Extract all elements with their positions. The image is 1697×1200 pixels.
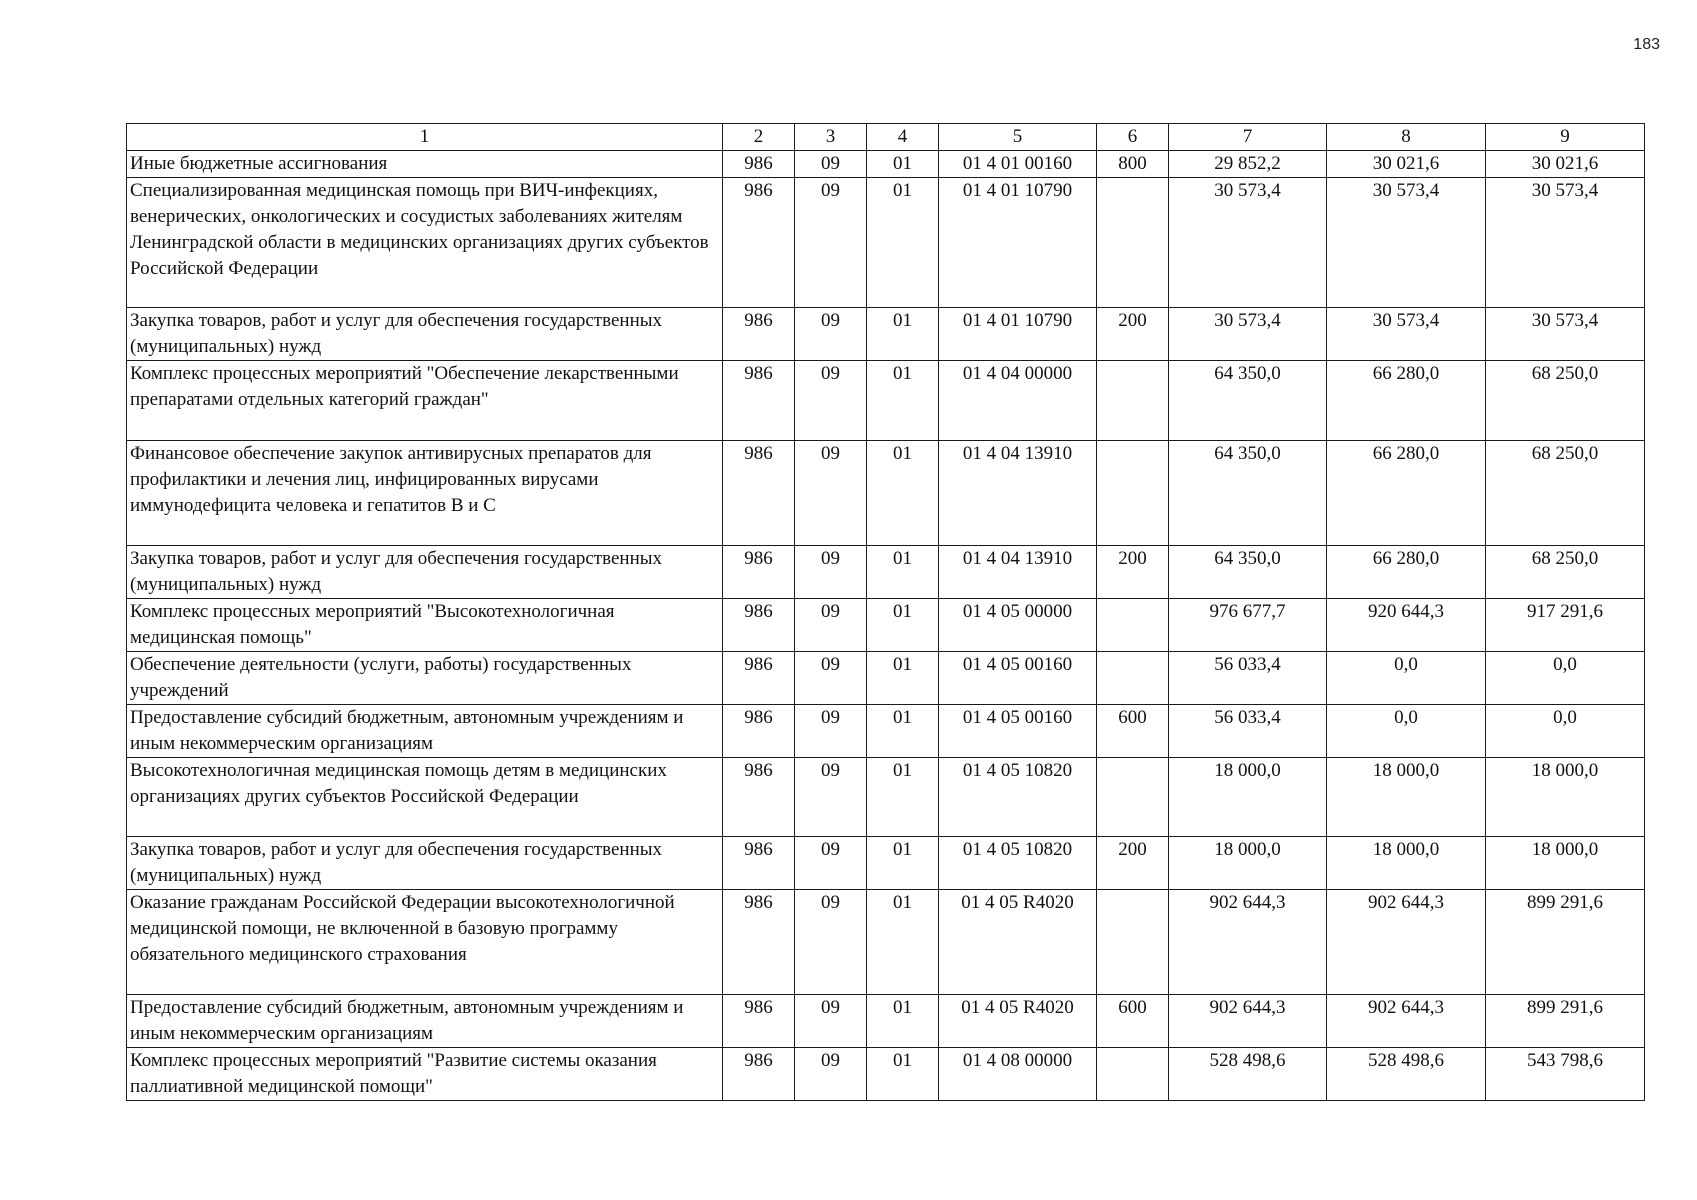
row-name: Предоставление субсидий бюджетным, автономным учреждениям и иным некоммерческим организациям — [127, 995, 723, 1048]
row-name: Комплекс процессных мероприятий "Развитие системы оказания паллиативной медицинской помощи" — [127, 1048, 723, 1101]
expense-type-code — [1097, 652, 1169, 705]
table-row — [127, 599, 1645, 652]
target-article-code: 01 4 01 00160 — [939, 151, 1097, 178]
table-row — [127, 308, 1645, 361]
expense-type-code — [1097, 890, 1169, 995]
column-header: 7 — [1169, 124, 1327, 151]
target-article-code: 01 4 05 10820 — [939, 758, 1097, 837]
target-article-code: 01 4 05 R4020 — [939, 890, 1097, 995]
amount-col7: 528 498,6 — [1169, 1048, 1327, 1101]
ministry-code: 986 — [723, 758, 795, 837]
amount-col9: 543 798,6 — [1486, 1048, 1645, 1101]
amount-col7: 64 350,0 — [1169, 361, 1327, 441]
row-name: Закупка товаров, работ и услуг для обеспечения государственных (муниципальных) нужд — [127, 546, 723, 599]
budget-table — [126, 123, 1645, 1101]
subsection-code: 01 — [867, 1048, 939, 1101]
amount-col8: 528 498,6 — [1327, 1048, 1486, 1101]
table-row — [127, 361, 1645, 441]
table-row — [127, 151, 1645, 178]
section-code: 09 — [795, 441, 867, 546]
target-article-code: 01 4 05 00160 — [939, 652, 1097, 705]
amount-col7: 64 350,0 — [1169, 441, 1327, 546]
amount-col9: 68 250,0 — [1486, 546, 1645, 599]
table-row — [127, 758, 1645, 837]
subsection-code: 01 — [867, 441, 939, 546]
section-code: 09 — [795, 546, 867, 599]
expense-type-code: 200 — [1097, 546, 1169, 599]
amount-col9: 917 291,6 — [1486, 599, 1645, 652]
subsection-code: 01 — [867, 995, 939, 1048]
target-article-code: 01 4 01 10790 — [939, 178, 1097, 308]
ministry-code: 986 — [723, 361, 795, 441]
expense-type-code — [1097, 441, 1169, 546]
subsection-code: 01 — [867, 758, 939, 837]
page-number: 183 — [1633, 36, 1660, 53]
column-header: 5 — [939, 124, 1097, 151]
ministry-code: 986 — [723, 441, 795, 546]
table-row — [127, 995, 1645, 1048]
expense-type-code: 600 — [1097, 705, 1169, 758]
row-name: Закупка товаров, работ и услуг для обеспечения государственных (муниципальных) нужд — [127, 837, 723, 890]
amount-col7: 30 573,4 — [1169, 308, 1327, 361]
column-header: 2 — [723, 124, 795, 151]
section-code: 09 — [795, 705, 867, 758]
amount-col9: 18 000,0 — [1486, 837, 1645, 890]
amount-col7: 902 644,3 — [1169, 995, 1327, 1048]
row-name: Комплекс процессных мероприятий "Высокотехнологичная медицинская помощь" — [127, 599, 723, 652]
expense-type-code: 200 — [1097, 308, 1169, 361]
subsection-code: 01 — [867, 599, 939, 652]
table-row — [127, 178, 1645, 308]
section-code: 09 — [795, 361, 867, 441]
target-article-code: 01 4 05 R4020 — [939, 995, 1097, 1048]
target-article-code: 01 4 04 13910 — [939, 546, 1097, 599]
amount-col8: 30 573,4 — [1327, 308, 1486, 361]
table-row — [127, 546, 1645, 599]
subsection-code: 01 — [867, 705, 939, 758]
amount-col9: 0,0 — [1486, 705, 1645, 758]
row-name: Иные бюджетные ассигнования — [127, 151, 723, 178]
amount-col7: 976 677,7 — [1169, 599, 1327, 652]
column-header: 1 — [127, 124, 723, 151]
subsection-code: 01 — [867, 178, 939, 308]
row-name: Оказание гражданам Российской Федерации высокотехнологичной медицинской помощи, не включенной в базовую программу обязательного медицинского страхования — [127, 890, 723, 995]
amount-col9: 68 250,0 — [1486, 441, 1645, 546]
row-name: Финансовое обеспечение закупок антивирусных препаратов для профилактики и лечения лиц, инфицированных вирусами иммунодефицита человека и гепатитов B и C — [127, 441, 723, 546]
ministry-code: 986 — [723, 546, 795, 599]
target-article-code: 01 4 04 00000 — [939, 361, 1097, 441]
expense-type-code — [1097, 1048, 1169, 1101]
amount-col7: 56 033,4 — [1169, 652, 1327, 705]
target-article-code: 01 4 04 13910 — [939, 441, 1097, 546]
section-code: 09 — [795, 151, 867, 178]
column-header: 6 — [1097, 124, 1169, 151]
amount-col7: 64 350,0 — [1169, 546, 1327, 599]
expense-type-code — [1097, 178, 1169, 308]
amount-col7: 56 033,4 — [1169, 705, 1327, 758]
amount-col8: 0,0 — [1327, 705, 1486, 758]
amount-col9: 899 291,6 — [1486, 995, 1645, 1048]
header-row — [127, 124, 1645, 151]
section-code: 09 — [795, 652, 867, 705]
expense-type-code: 600 — [1097, 995, 1169, 1048]
subsection-code: 01 — [867, 652, 939, 705]
amount-col7: 18 000,0 — [1169, 837, 1327, 890]
expense-type-code — [1097, 361, 1169, 441]
ministry-code: 986 — [723, 308, 795, 361]
target-article-code: 01 4 01 10790 — [939, 308, 1097, 361]
amount-col8: 902 644,3 — [1327, 995, 1486, 1048]
ministry-code: 986 — [723, 1048, 795, 1101]
table-row — [127, 441, 1645, 546]
amount-col7: 30 573,4 — [1169, 178, 1327, 308]
amount-col9: 30 573,4 — [1486, 178, 1645, 308]
expense-type-code: 200 — [1097, 837, 1169, 890]
subsection-code: 01 — [867, 890, 939, 995]
ministry-code: 986 — [723, 837, 795, 890]
table-row — [127, 837, 1645, 890]
row-name: Обеспечение деятельности (услуги, работы) государственных учреждений — [127, 652, 723, 705]
amount-col9: 68 250,0 — [1486, 361, 1645, 441]
amount-col8: 0,0 — [1327, 652, 1486, 705]
ministry-code: 986 — [723, 178, 795, 308]
target-article-code: 01 4 05 00160 — [939, 705, 1097, 758]
row-name: Предоставление субсидий бюджетным, автономным учреждениям и иным некоммерческим организациям — [127, 705, 723, 758]
amount-col8: 66 280,0 — [1327, 361, 1486, 441]
amount-col9: 18 000,0 — [1486, 758, 1645, 837]
row-name: Высокотехнологичная медицинская помощь детям в медицинских организациях других субъектов Российской Федерации — [127, 758, 723, 837]
subsection-code: 01 — [867, 151, 939, 178]
expense-type-code — [1097, 599, 1169, 652]
amount-col8: 18 000,0 — [1327, 758, 1486, 837]
expense-type-code — [1097, 758, 1169, 837]
section-code: 09 — [795, 995, 867, 1048]
ministry-code: 986 — [723, 995, 795, 1048]
subsection-code: 01 — [867, 361, 939, 441]
target-article-code: 01 4 05 00000 — [939, 599, 1097, 652]
table-row — [127, 705, 1645, 758]
section-code: 09 — [795, 178, 867, 308]
column-header: 9 — [1486, 124, 1645, 151]
amount-col8: 920 644,3 — [1327, 599, 1486, 652]
amount-col8: 18 000,0 — [1327, 837, 1486, 890]
subsection-code: 01 — [867, 546, 939, 599]
amount-col9: 30 573,4 — [1486, 308, 1645, 361]
column-header: 8 — [1327, 124, 1486, 151]
section-code: 09 — [795, 599, 867, 652]
section-code: 09 — [795, 837, 867, 890]
section-code: 09 — [795, 308, 867, 361]
ministry-code: 986 — [723, 890, 795, 995]
amount-col8: 30 021,6 — [1327, 151, 1486, 178]
amount-col8: 902 644,3 — [1327, 890, 1486, 995]
amount-col7: 29 852,2 — [1169, 151, 1327, 178]
target-article-code: 01 4 05 10820 — [939, 837, 1097, 890]
table-row — [127, 1048, 1645, 1101]
expense-type-code: 800 — [1097, 151, 1169, 178]
row-name: Комплекс процессных мероприятий "Обеспечение лекарственными препаратами отдельных категорий граждан" — [127, 361, 723, 441]
subsection-code: 01 — [867, 308, 939, 361]
section-code: 09 — [795, 890, 867, 995]
section-code: 09 — [795, 1048, 867, 1101]
table-row — [127, 652, 1645, 705]
section-code: 09 — [795, 758, 867, 837]
amount-col8: 66 280,0 — [1327, 546, 1486, 599]
amount-col9: 899 291,6 — [1486, 890, 1645, 995]
amount-col7: 902 644,3 — [1169, 890, 1327, 995]
target-article-code: 01 4 08 00000 — [939, 1048, 1097, 1101]
ministry-code: 986 — [723, 705, 795, 758]
amount-col7: 18 000,0 — [1169, 758, 1327, 837]
ministry-code: 986 — [723, 151, 795, 178]
ministry-code: 986 — [723, 652, 795, 705]
amount-col8: 66 280,0 — [1327, 441, 1486, 546]
column-header: 4 — [867, 124, 939, 151]
table-row — [127, 890, 1645, 995]
amount-col9: 30 021,6 — [1486, 151, 1645, 178]
amount-col8: 30 573,4 — [1327, 178, 1486, 308]
ministry-code: 986 — [723, 599, 795, 652]
row-name: Специализированная медицинская помощь при ВИЧ-инфекциях, венерических, онкологических и сосудистых заболеваниях жителям Ленинградской области в медицинских организациях других субъектов Российской Федерации — [127, 178, 723, 308]
amount-col9: 0,0 — [1486, 652, 1645, 705]
column-header: 3 — [795, 124, 867, 151]
subsection-code: 01 — [867, 837, 939, 890]
row-name: Закупка товаров, работ и услуг для обеспечения государственных (муниципальных) нужд — [127, 308, 723, 361]
